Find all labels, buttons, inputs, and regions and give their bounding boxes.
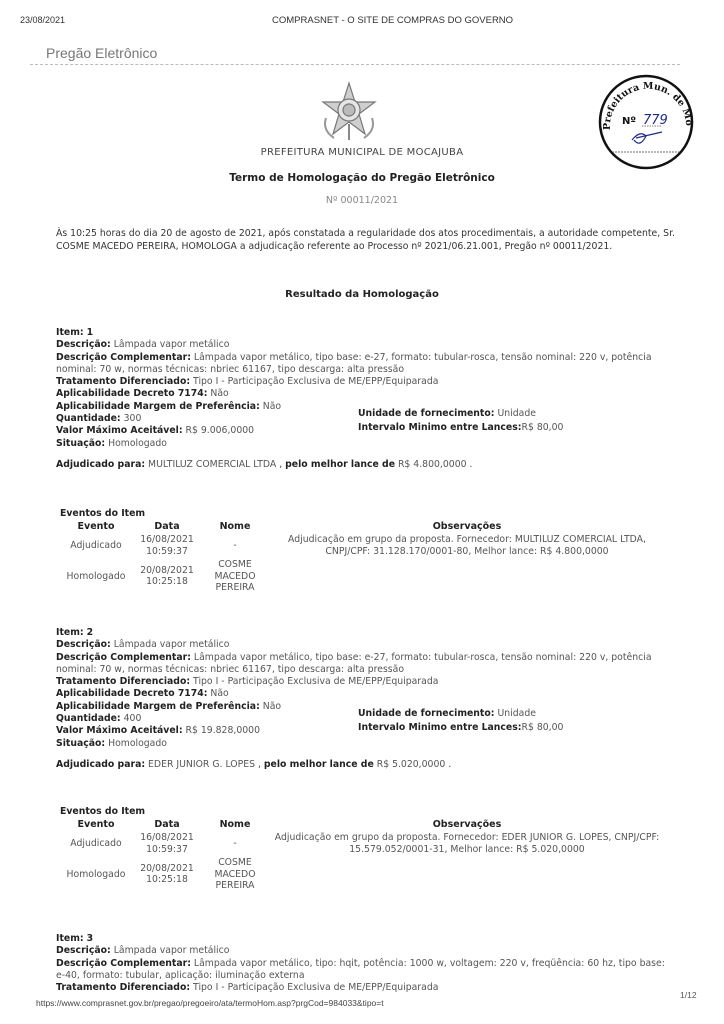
event-date: 20/08/2021 10:25:18 (140, 564, 194, 588)
stamp-number-value: 779 (643, 113, 668, 128)
events-table (60, 521, 666, 594)
item-complementary-description-row: Descrição Complementar: Lâmpada vapor metálico, tipo base: e-27, formato: tubular-rosca, tensão nominal: 220 v, potência nominal: 70 w, normas técnicas: nbriec 61167, tipo descarga: alta pressão (56, 351, 652, 375)
event-date: 16/08/2021 10:59:37 (140, 832, 194, 855)
item-block-3 (56, 933, 676, 994)
item-description-row: Descrição: Lâmpada vapor metálico (56, 639, 230, 651)
col-header-data: Data (154, 819, 180, 830)
document-number: Nº 00011/2021 (325, 195, 399, 206)
item-margin-row: Aplicabilidade Margem de Preferência: Não (56, 400, 282, 412)
item-decree-row: Aplicabilidade Decreto 7174: Não (56, 688, 229, 700)
event-type: Adjudicado (70, 837, 122, 849)
item-awarded-row: Adjudicado para: MULTILUZ COMERCIAL LTDA , pelo melhor lance de R$ 4.800,0000 . (56, 458, 473, 470)
item-treatment-row: Tratamento Diferenciado: Tipo I - Participação Exclusiva de ME/EPP/Equiparada (56, 676, 439, 688)
stamp-number-label: Nº (622, 116, 637, 127)
table-row (60, 830, 666, 857)
table-row (60, 857, 666, 892)
document-title: Termo de Homologação do Pregão Eletrônico (229, 172, 495, 184)
section-title: Pregão Eletrônico (46, 45, 158, 61)
event-type: Adjudicado (70, 539, 122, 551)
item-block-2 (56, 627, 676, 771)
table-row (60, 559, 666, 594)
event-type: Homologado (66, 868, 126, 880)
item-awarded-row: Adjudicado para: EDER JUNIOR G. LOPES , pelo melhor lance de R$ 5.020,0000 . (56, 758, 452, 770)
site-title: COMPRASNET - O SITE DE COMPRAS DO GOVERNO (272, 15, 514, 26)
item-margin-row: Aplicabilidade Margem de Preferência: Não (56, 700, 282, 712)
event-notes: Adjudicação em grupo da proposta. Fornecedor: MULTILUZ COMERCIAL LTDA, CNPJ/CPF: 31.128.170/0001-80, Melhor lance: R$ 4.800,0000 (288, 534, 646, 557)
stamp-signature (632, 132, 662, 143)
item-number-row: Item: 1 (56, 327, 94, 338)
item-events-1 (60, 508, 700, 594)
events-table (60, 819, 666, 892)
events-title: Eventos do Item (60, 508, 146, 519)
organization-name: PREFEITURA MUNICIPAL DE MOCAJUBA (260, 147, 464, 158)
item-quantity-row: Quantidade: 300 Unidade de fornecimento: Unidade (56, 408, 536, 425)
col-header-evento: Evento (77, 521, 115, 532)
item-complementary-description-row: Descrição Complementar: Lâmpada vapor metálico, tipo: hqit, potência: 1000 w, voltagem: 220 v, freqüência: 60 hz, tipo base: e-40, formato: tubular, aplicação: iluminação externa (56, 957, 665, 981)
intro-paragraph: Às 10:25 horas do dia 20 de agosto de 2021, após constatada a regularidade dos atos procedimentais, a autoridade competente, Sr. COSME MACEDO PEREIRA, HOMOLOGA a adjudicação referente ao Processo nº 2021/06.21.001, Pregão nº 00011/2021. (56, 228, 675, 252)
item-description-row: Descrição: Lâmpada vapor metálico (56, 339, 230, 351)
print-date: 23/08/2021 (20, 15, 66, 25)
event-type: Homologado (66, 570, 126, 582)
item-complementary-description-row: Descrição Complementar: Lâmpada vapor metálico, tipo base: e-27, formato: tubular-rosca, tensão nominal: 220 v, potência nominal: 70 w, normas técnicas: nbriec 61167, tipo descarga: alta pressão (56, 651, 652, 675)
section-divider (30, 64, 680, 65)
item-number-row: Item: 3 (56, 933, 94, 944)
table-row (60, 532, 666, 559)
event-name: - (233, 539, 237, 551)
col-header-evento: Evento (77, 819, 115, 830)
col-header-nome: Nome (219, 819, 251, 830)
item-events-2 (60, 806, 700, 892)
col-header-observacoes: Observações (432, 819, 502, 830)
item-max-value-row: Valor Máximo Aceitável: R$ 19.828,0000 Intervalo Minimo entre Lances:R$ 80,00 (56, 722, 564, 737)
item-quantity-row: Quantidade: 400 Unidade de fornecimento: Unidade (56, 708, 536, 725)
page-number: 1/12 (680, 990, 697, 1000)
item-status-row: Situação: Homologado (56, 437, 167, 449)
col-header-nome: Nome (219, 521, 251, 532)
event-name: COSME MACEDO PEREIRA (214, 857, 256, 891)
event-notes (268, 857, 666, 892)
item-treatment-row: Tratamento Diferenciado: Tipo I - Participação Exclusiva de ME/EPP/Equiparada (56, 376, 439, 388)
event-date: 16/08/2021 10:59:37 (140, 534, 194, 557)
event-name: COSME MACEDO PEREIRA (214, 559, 256, 593)
event-notes: Adjudicação em grupo da proposta. Fornecedor: EDER JUNIOR G. LOPES, CNPJ/CPF: 15.579.052/0001-31, Melhor lance: R$ 5.020,0000 (274, 832, 660, 855)
col-header-observacoes: Observações (432, 521, 502, 532)
result-title: Resultado da Homologação (285, 289, 439, 300)
event-notes (268, 559, 666, 594)
item-block-1 (56, 327, 676, 471)
coat-of-arms-logo (318, 80, 380, 142)
events-title: Eventos do Item (60, 806, 146, 817)
event-name: - (233, 837, 237, 849)
event-date: 20/08/2021 10:25:18 (140, 862, 194, 886)
footer-url: https://www.comprasnet.gov.br/pregao/pregoeiro/ata/termoHom.asp?prgCod=984033&tipo=t (36, 998, 384, 1008)
stamp-text: Prefeitura Mun. de Mo (601, 80, 695, 131)
item-number-row: Item: 2 (56, 627, 94, 638)
item-status-row: Situação: Homologado (56, 737, 167, 749)
item-description-row: Descrição: Lâmpada vapor metálico (56, 945, 230, 957)
item-treatment-row: Tratamento Diferenciado: Tipo I - Participação Exclusiva de ME/EPP/Equiparada (56, 982, 439, 994)
item-decree-row: Aplicabilidade Decreto 7174: Não (56, 388, 229, 400)
item-max-value-row: Valor Máximo Aceitável: R$ 9.006,0000 Intervalo Minimo entre Lances:R$ 80,00 (56, 422, 564, 437)
col-header-data: Data (154, 521, 180, 532)
